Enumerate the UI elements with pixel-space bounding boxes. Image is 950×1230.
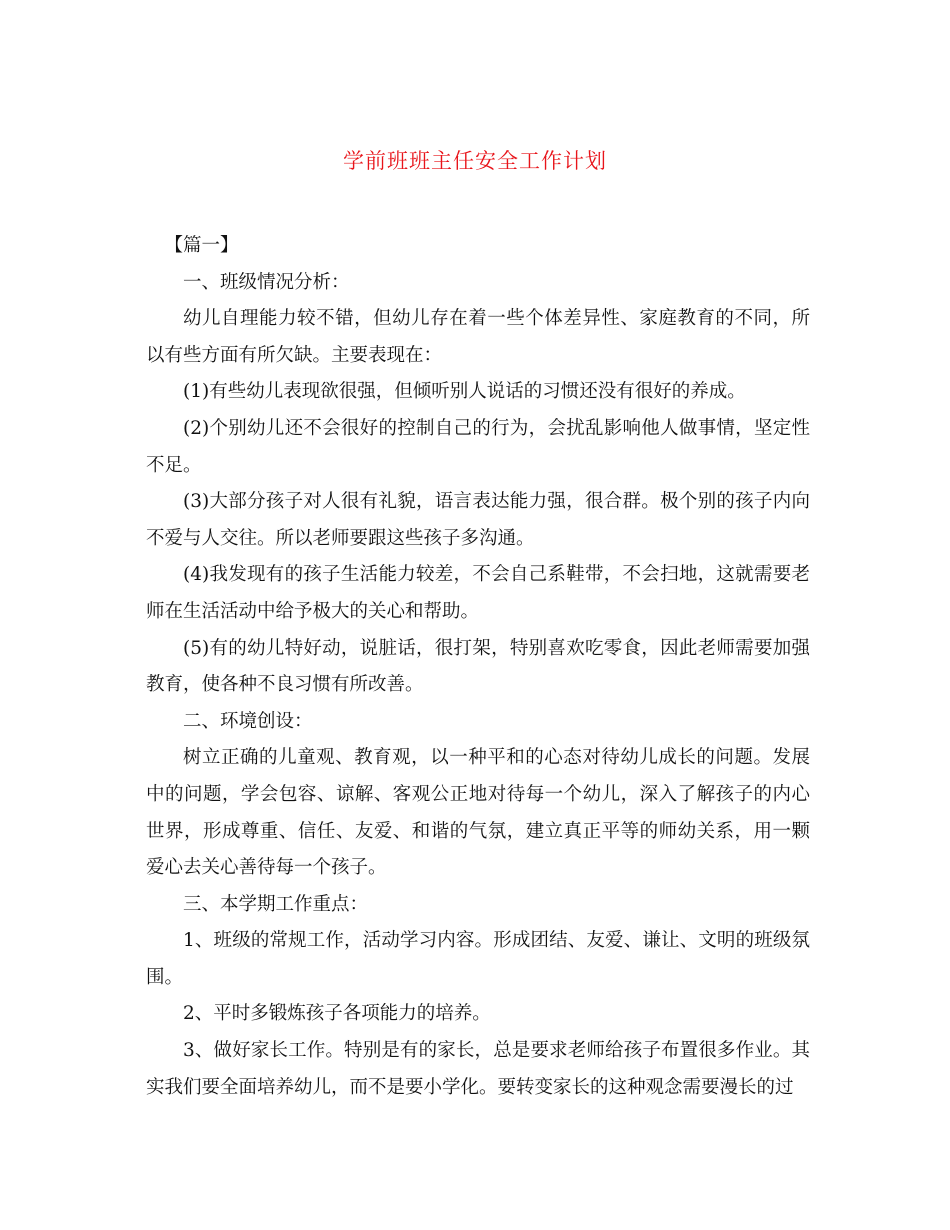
- list-item: (5)有的幼儿特好动，说脏话，很打架，特别喜欢吃零食，因此老师需要加强教育，使各种不良习惯有所改善。: [146, 637, 810, 696]
- list-item: 2、平时多锻炼孩子各项能力的培养。: [183, 1003, 491, 1025]
- part-label: 【篇一】: [164, 235, 239, 256]
- paragraph: 树立正确的儿童观、教育观，以一种平和的心态对待幼儿成长的问题。发展中的问题，学会包容、谅解、客观公正地对待每一个幼儿，深入了解孩子的内心世界，形成尊重、信任、友爱、和谐的气氛，建立真正平等的师幼关系，用一颗爱心去关心善待每一个孩子。: [146, 747, 810, 879]
- list-item: 1、班级的常规工作，活动学习内容。形成团结、友爱、谦让、文明的班级氛围。: [146, 930, 810, 988]
- document-body: [146, 228, 810, 1106]
- section-heading: 三、本学期工作重点：: [183, 893, 369, 915]
- list-item: (3)大部分孩子对人很有礼貌，语言表达能力强，很合群。极个别的孩子内向不爱与人交往。所以老师要跟这些孩子多沟通。: [146, 491, 810, 549]
- document-title: 学前班班主任安全工作计划: [343, 149, 607, 173]
- list-item: (4)我发现有的孩子生活能力较差，不会自己系鞋带，不会扫地，这就需要老师在生活活动中给予极大的关心和帮助。: [146, 564, 810, 622]
- section-heading: 一、班级情况分析：: [183, 271, 350, 293]
- paragraph: 幼儿自理能力较不错，但幼儿存在着一些个体差异性、家庭教育的不同，所以有些方面有所欠缺。主要表现在：: [146, 308, 810, 366]
- list-item: (1)有些幼儿表现欲很强，但倾听别人说话的习惯还没有很好的养成。: [183, 381, 746, 403]
- section-heading: 二、环境创设：: [183, 710, 313, 732]
- list-item: 3、做好家长工作。特别是有的家长，总是要求老师给孩子布置很多作业。其实我们要全面培养幼儿，而不是要小学化。要转变家长的这种观念需要漫长的过: [146, 1040, 810, 1098]
- list-item: (2)个别幼儿还不会很好的控制自己的行为，会扰乱影响他人做事情，坚定性不足。: [146, 417, 810, 476]
